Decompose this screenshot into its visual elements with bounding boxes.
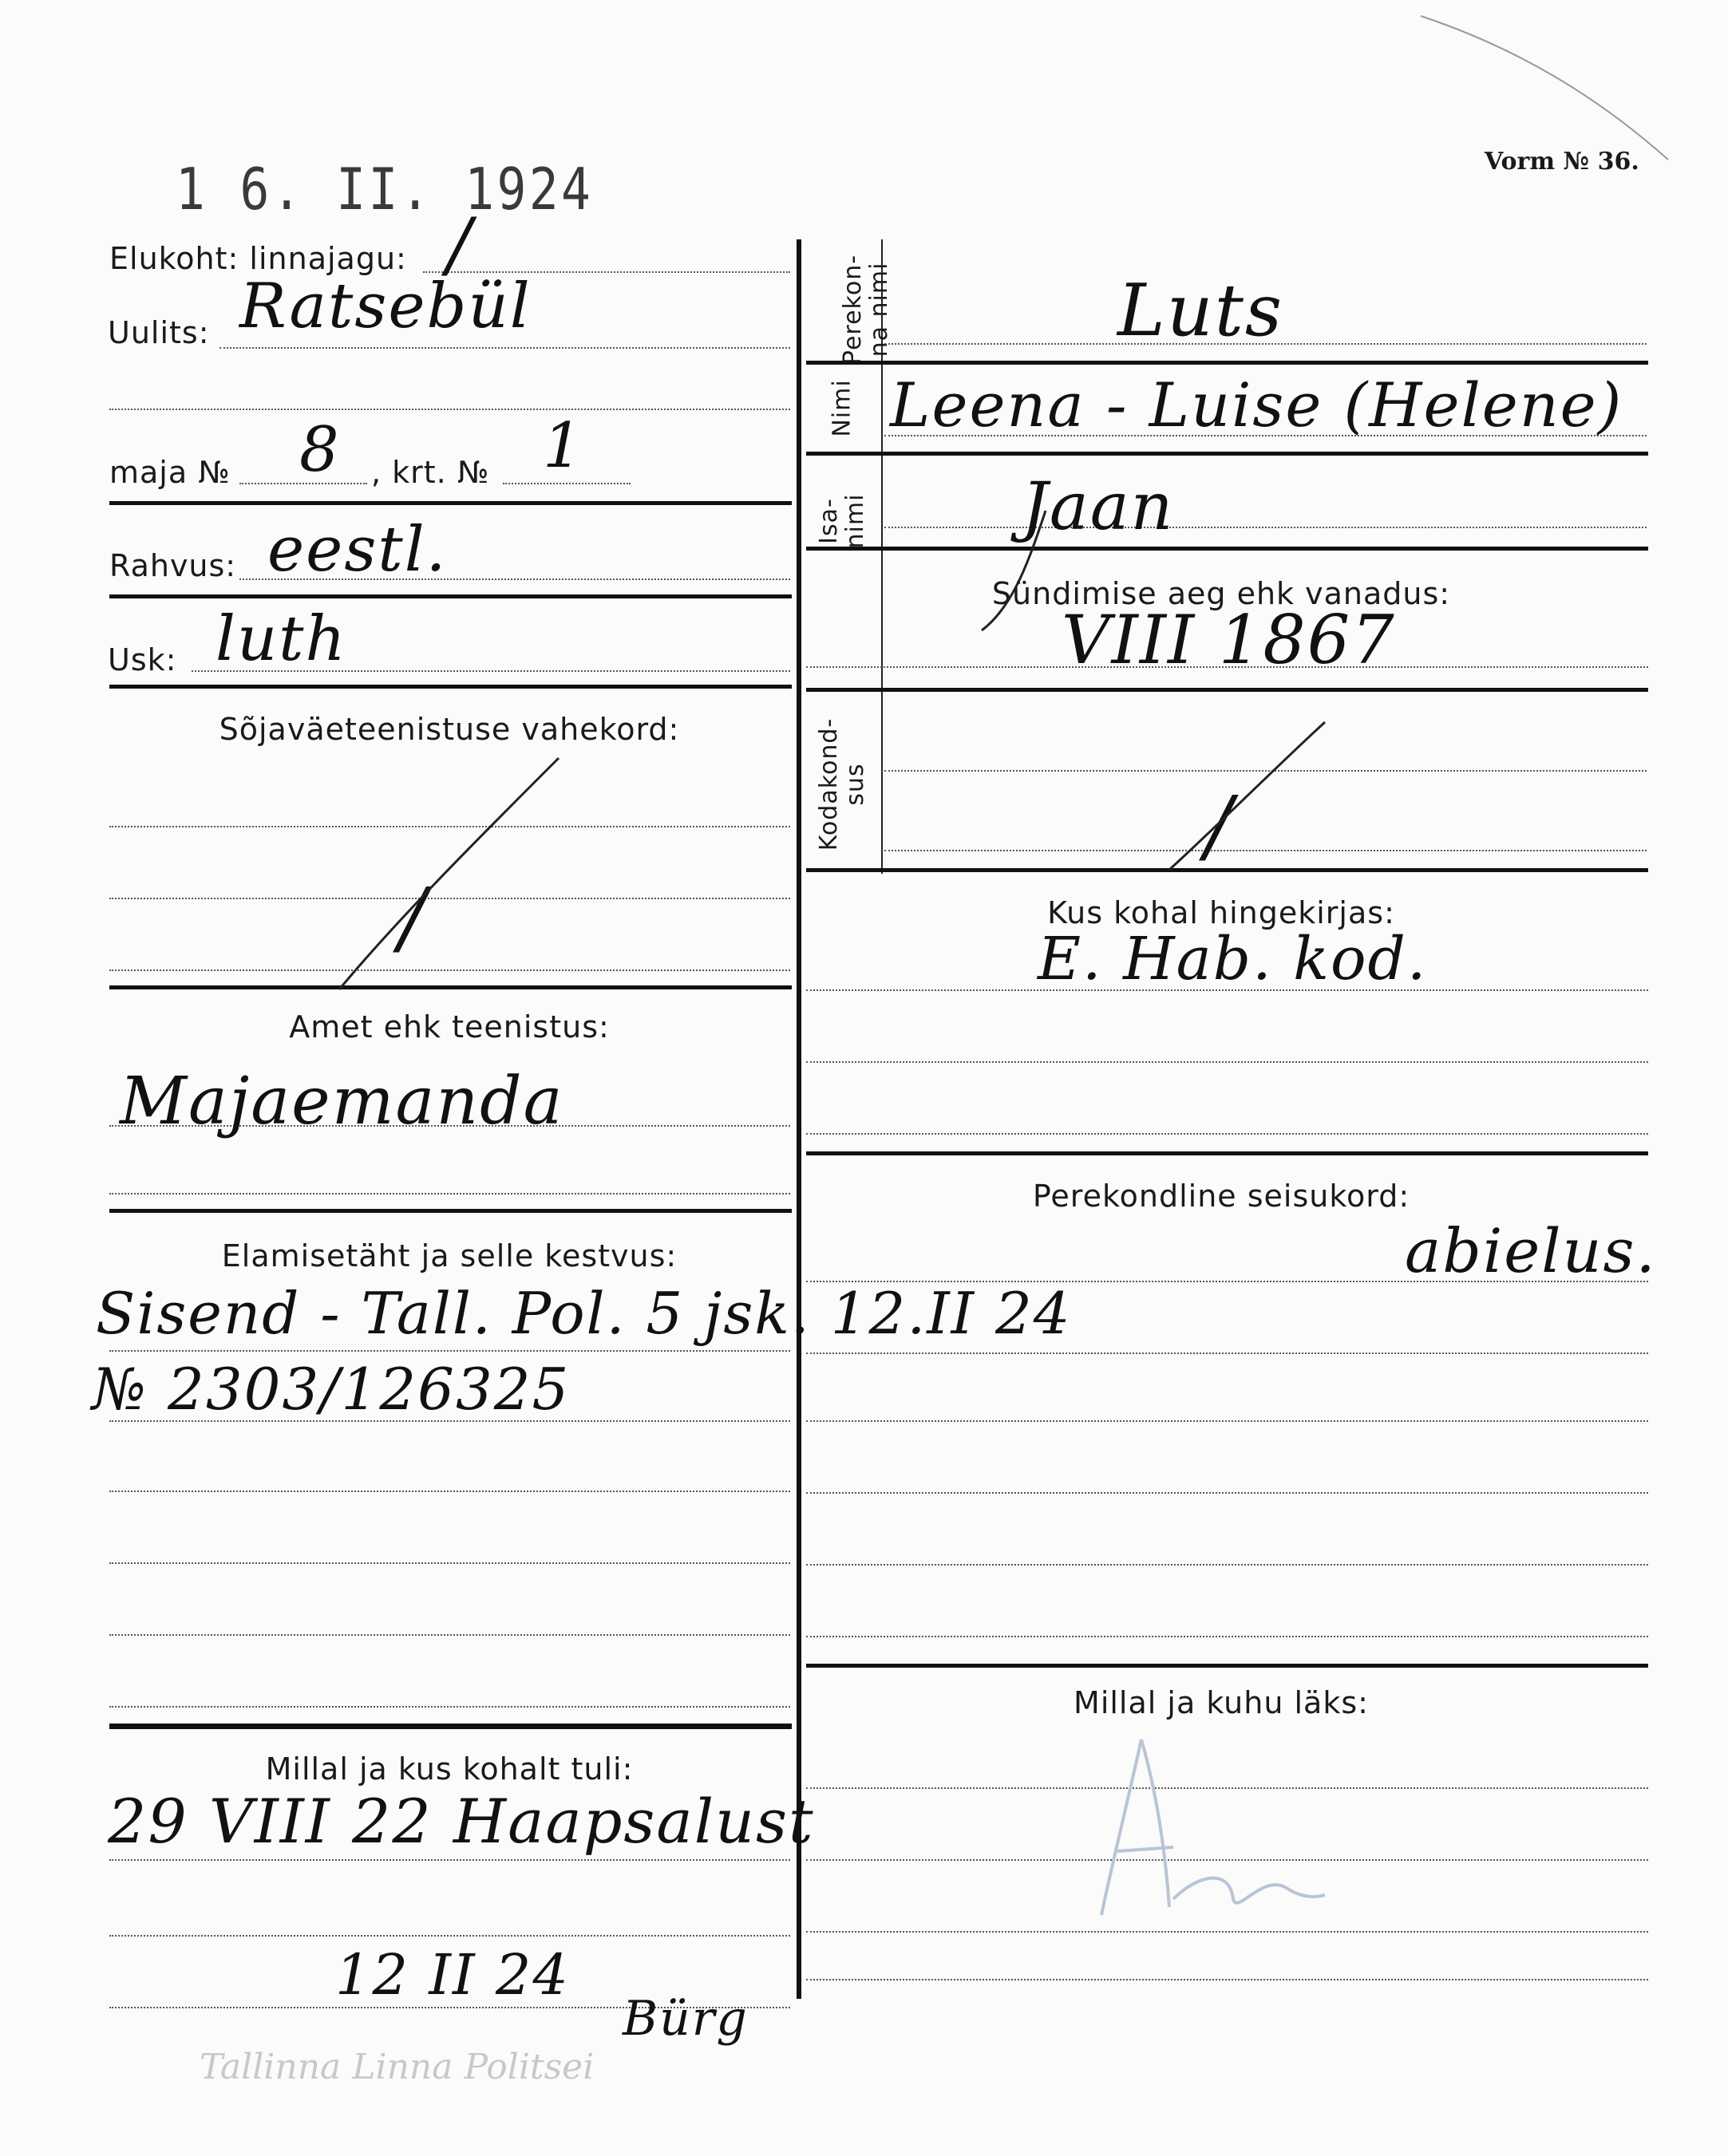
permit-label: Elamisetäht ja selle kestvus: bbox=[221, 1238, 678, 1273]
date-stamp: 1 6. II. 1924 bbox=[176, 156, 594, 223]
name-value: Leena - Luise (Helene) bbox=[890, 369, 1623, 440]
residence-label: Elukoht: linnajagu: bbox=[109, 241, 407, 276]
house-label: maja № bbox=[109, 455, 231, 490]
registry-label: Kus kohal hingekirjas: bbox=[1047, 895, 1395, 930]
permit-value-line1: Sisend - Tall. Pol. 5 jsk. 12.II 24 bbox=[96, 1280, 1072, 1347]
house-value: 8 bbox=[299, 414, 341, 486]
arrival-label: Millal ja kus kohalt tuli: bbox=[265, 1751, 634, 1787]
form-number: Vorm № 36. bbox=[1485, 148, 1639, 176]
birth-label: Sündimise aeg ehk vanadus: bbox=[991, 576, 1451, 611]
street-label: Uulits: bbox=[108, 315, 210, 350]
military-value: / bbox=[399, 871, 428, 964]
father-name-label: Isa- nimi bbox=[815, 493, 869, 549]
surname-label: Perekon- na nimi bbox=[839, 254, 893, 365]
military-label: Sõjaväeteenistuse vahekord: bbox=[219, 712, 680, 747]
apartment-value: 1 bbox=[543, 410, 584, 482]
departure-label: Millal ja kuhu läks: bbox=[1074, 1685, 1369, 1720]
residence-value: / bbox=[447, 203, 473, 286]
marital-label: Perekondline seisukord: bbox=[1032, 1179, 1410, 1214]
apartment-label: , krt. № bbox=[371, 455, 490, 490]
street-value: Ratsebül bbox=[239, 270, 532, 342]
father-name-value: Jaan bbox=[1022, 469, 1175, 545]
signature: Bürg bbox=[623, 1991, 749, 2047]
citizenship-value: / bbox=[1205, 779, 1234, 872]
religion-value: luth bbox=[216, 603, 347, 675]
permit-value-line2: № 2303/126325 bbox=[92, 1356, 571, 1423]
nationality-label: Rahvus: bbox=[109, 548, 237, 583]
registry-value: E. Hab. kod. bbox=[1038, 925, 1428, 993]
religion-label: Usk: bbox=[108, 642, 177, 677]
name-label: Nimi bbox=[828, 379, 856, 437]
arrival-note: 12 II 24 bbox=[335, 1942, 570, 2008]
arrival-value: 29 VIII 22 Haapsalust bbox=[108, 1786, 815, 1857]
citizenship-label: Kodakond- sus bbox=[815, 717, 869, 851]
birth-value: VIII 1867 bbox=[1062, 601, 1396, 679]
surname-value: Luts bbox=[1117, 269, 1284, 353]
occupation-label: Amet ehk teenistus: bbox=[289, 1009, 610, 1044]
marital-value: abielus. bbox=[1405, 1215, 1657, 1286]
nationality-value: eestl. bbox=[267, 514, 448, 586]
faded-stamp: Tallinna Linna Politsei bbox=[200, 2047, 595, 2087]
occupation-value: Majaemanda bbox=[120, 1064, 564, 1139]
